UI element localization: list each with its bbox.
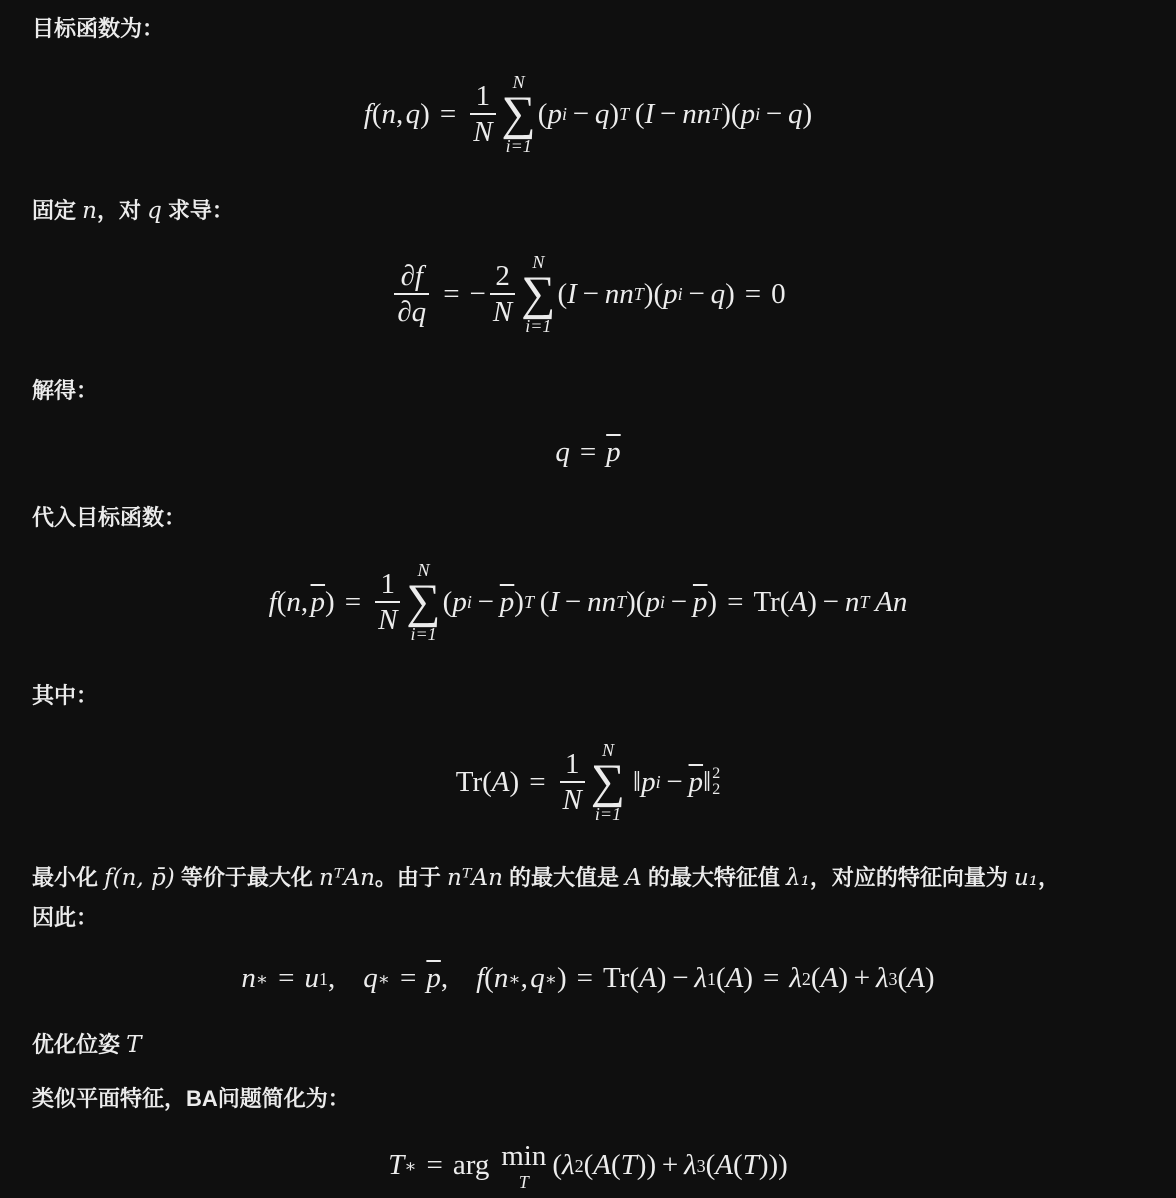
text: 等价于最大化: [174, 865, 319, 890]
text: 的最大特征值: [641, 865, 787, 890]
equation-trace: Tr( A ) = $\frac{1}{N}$ N ∑ i=1 ‖ p i − $\overline{p}$ ‖ 2 2: [455, 740, 721, 824]
paragraph-where: [32, 679, 98, 713]
equation-substituted: f ( n , $\overline{p}$ ) = $\frac{1}{N}$ N ∑ i=1 ( p i − $\overline{p}$ ) T ( I − nn T )( p i − $\overline{p}$ ) = Tr( A ) − n T An: [268, 560, 908, 644]
paragraph-minimize: [32, 861, 1060, 895]
text: 求导：: [161, 198, 234, 223]
paragraph-objective: [32, 12, 164, 46]
paragraph-solve: [32, 374, 98, 408]
text: 优化位姿: [32, 1032, 127, 1057]
paragraph-optimize-pose: [32, 1028, 141, 1062]
paragraph-substitute: [32, 501, 186, 535]
text: 解得：: [32, 378, 99, 403]
text: 类似平面特征，BA问题简化为：: [32, 1086, 350, 1111]
math-var: λ₁: [786, 865, 810, 891]
text: 最小化: [32, 865, 105, 890]
text: ，: [1038, 865, 1061, 890]
paragraph-fix-n: [32, 194, 234, 228]
math-var: u₁: [1013, 865, 1038, 891]
text: 固定: [32, 198, 83, 223]
equation-optimal: n ∗ = u 1 , q ∗ = $\overline{p}$ , f ( n ∗ , q ∗ ) = Tr( A ) − λ 1 ( A ) = λ 2 ( A ) + λ 3 ( A ): [241, 962, 935, 994]
paragraph-therefore: [32, 901, 98, 935]
text: ，对: [96, 198, 148, 223]
text: 的最大值是: [502, 865, 626, 890]
math-expr: nᵀAn: [318, 865, 375, 891]
math-var: n: [82, 198, 97, 224]
text: 代入目标函数：: [32, 505, 187, 530]
equation-q-solution: q = $\overline{p}$: [555, 436, 621, 468]
math-var: q: [147, 198, 162, 224]
text: 因此：: [32, 905, 99, 930]
text: 其中：: [32, 683, 99, 708]
paragraph-ba-simplified: [32, 1082, 350, 1116]
text: 。由于: [374, 865, 448, 890]
math-var: T: [126, 1032, 142, 1058]
text: ，对应的特征向量为: [809, 865, 1014, 890]
text: 目标函数为：: [32, 16, 165, 41]
equation-ba: T ∗ = arg min T ( λ 2 ( A ( T )) + λ 3 ( A ( T ))): [388, 1140, 788, 1192]
math-expr: nᵀAn: [447, 865, 503, 891]
math-var: A: [625, 865, 642, 891]
equation-objective: f ( n , q ) = $\frac{1}{N}$ N ∑ i=1 ( p i − q ) T ( I − nn T )( p i − q ): [363, 72, 813, 156]
math-expr: f(n, p̄): [104, 865, 175, 891]
equation-derivative: $\frac{\partial f}{\partial q}$ = − $\frac{2}{N}$ N ∑ i=1 ( I − nn T )( p i − q ) = 0: [0, 252, 1176, 336]
